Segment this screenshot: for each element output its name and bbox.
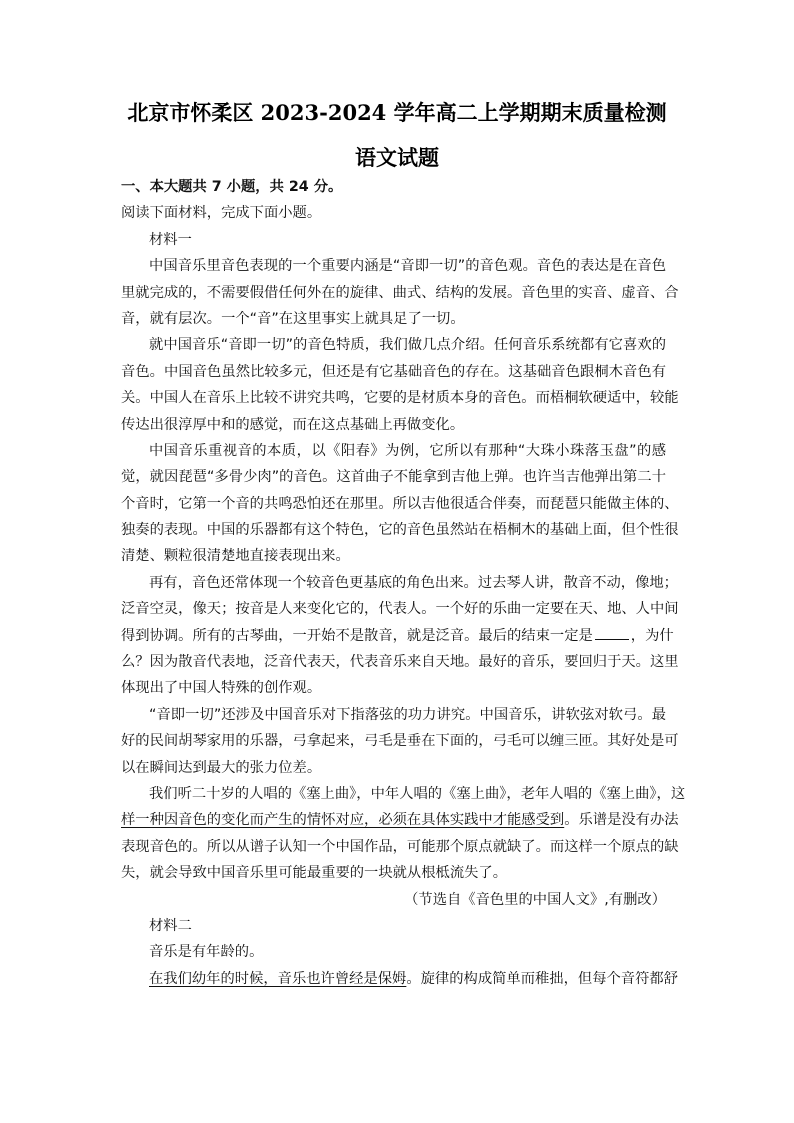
paragraph-line: 中国音乐里音色表现的一个重要内涵是“音即一切”的音色观。音色的表达是在音色 [149,258,666,275]
paragraph-line: “音即一切”还涉及中国音乐对下指落弦的功力讲究。中国音乐，讲软弦对软弓。最 [149,706,666,723]
paragraph-line: 就中国音乐“音即一切”的音色特质，我们做几点介绍。任何音乐系统都有它喜欢的 [149,337,666,354]
underlined-sentence: 样一种因音色的变化而产生的情怀对应，必须在具体实践中才能感受到 [121,812,565,829]
section-heading: 一、本大题共 7 小题，共 24 分。 [121,179,343,195]
line-text: 得到协调。所有的古琴曲，一开始不是散音，就是泛音。最后的结束一定是 [121,627,593,644]
paragraph-line: 我们听二十岁的人唱的《塞上曲》，中年人唱的《塞上曲》，老年人唱的《塞上曲》，这 [149,785,686,802]
material-label: 材料二 [149,917,192,934]
exam-subtitle: 语文试题 [355,145,439,170]
paragraph-line: 好的民间胡琴家用的乐器，弓拿起来，弓毛是垂在下面的，弓毛可以缠三匝。其好处是可 [121,733,679,750]
paragraph-line-with-blank [121,623,674,649]
answer-blank [595,625,629,640]
material-label: 材料一 [149,231,192,248]
paragraph-line: 传达出很淳厚中和的感觉，而在这点基础上再做变化。 [121,416,465,433]
line-text: 。旋律的构成简单而稚拙，但每个音符都舒 [406,970,678,987]
source-citation: （节选自《音色里的中国人文》,有删改） [404,891,666,908]
paragraph-line-underlined [121,807,679,833]
paragraph-line: 音乐是有年龄的。 [149,944,264,961]
paragraph-line: 清楚、颗粒很清楚地直接表现出来。 [121,548,350,565]
paragraph-line: 么？因为散音代表地，泛音代表天，代表音乐来自天地。最好的音乐，要回归于天。这里 [121,654,679,671]
paragraph-line: 失，就会导致中国音乐里可能最重要的一块就从根柢流失了。 [121,865,508,882]
line-text: 。乐谱是没有办法 [564,812,679,829]
paragraph-line: 个音时，它第一个音的共鸣恐怕还在那里。所以吉他很适合伴奏，而琵琶只能做主体的、 [121,495,679,512]
paragraph-line: 以在瞬间达到最大的张力位差。 [121,759,322,776]
paragraph-line: 中国音乐重视音的本质，以《阳春》为例，它所以有那种“大珠小珠落玉盘”的感 [149,442,666,459]
paragraph-line: 音色。中国音色虽然比较多元，但还是有它基础音色的存在。这基础音色跟桐木音色有 [121,363,666,380]
section-instruction: 阅读下面材料，完成下面小题。 [121,205,322,222]
line-text: ，为什 [630,627,674,644]
paragraph-line: 泛音空灵，像天；按音是人来变化它的，代表人。一个好的乐曲一定要在天、地、人中间 [121,601,679,618]
exam-body [121,174,686,992]
paragraph-line: 再有，音色还常体现一个较音色更基底的角色出来。过去琴人讲，散音不动，像地； [149,574,678,591]
paragraph-line: 表现音色的。所以从谱子认知一个中国作品，可能那个原点就缺了。而这样一个原点的缺 [121,838,679,855]
paragraph-line: 独奏的表现。中国的乐器都有这个特色，它的音色虽然站在梧桐木的基础上面，但个性很 [121,522,679,539]
paragraph-line: 关。中国人在音乐上比较不讲究共鸣，它要的是材质本身的音色。而梧桐软硬适中，较能 [121,390,679,407]
underlined-sentence: 在我们幼年的时候，音乐也许曾经是保姆 [149,970,407,987]
paragraph-line: 音，就有层次。一个“音”在这里事实上就具足了一切。 [121,310,465,327]
paragraph-line: 里就完成的，不需要假借任何外在的旋律、曲式、结构的发展。音色里的实音、虚音、合 [121,284,679,301]
paragraph-line: 体现出了中国人特殊的创作观。 [121,680,322,697]
paragraph-line: 觉，就因琵琶“多骨少肉”的音色。这首曲子不能拿到吉他上弹。也许当吉他弹出第二十 [121,469,666,486]
exam-title: 北京市怀柔区 2023-2024 学年高二上学期期末质量检测 [127,100,667,125]
paragraph-line-underlined [121,966,678,992]
